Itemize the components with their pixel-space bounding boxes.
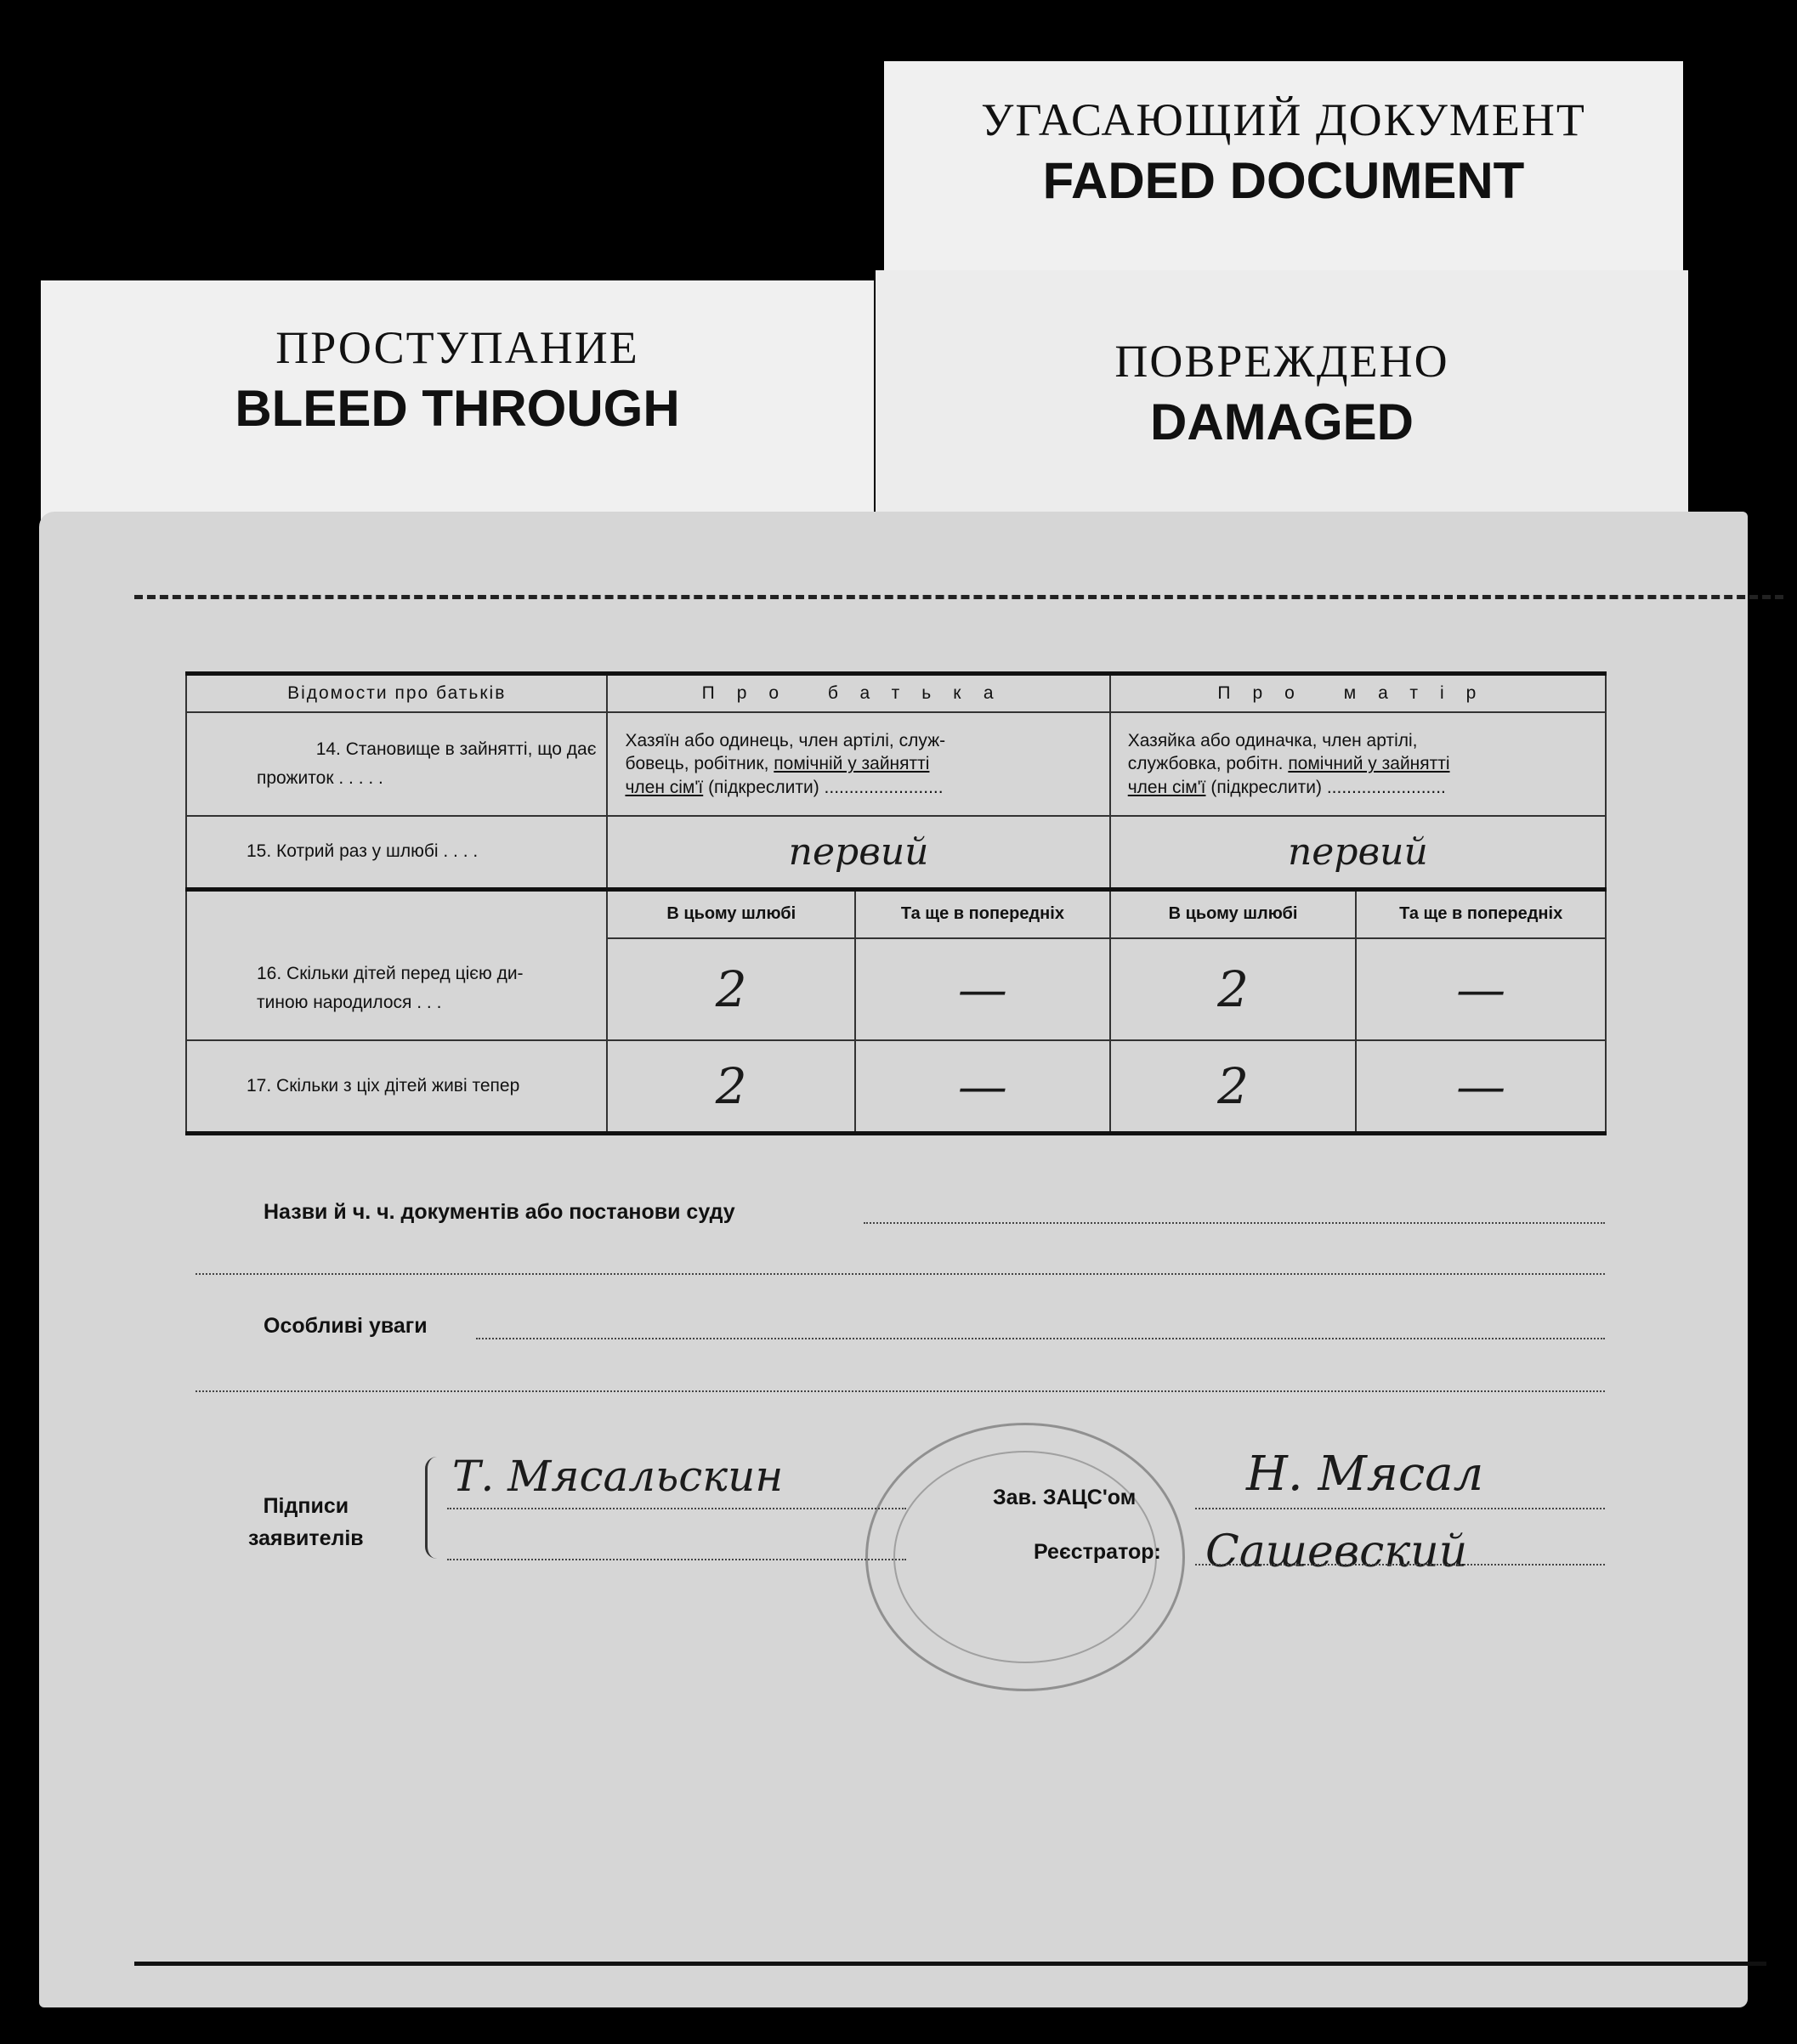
row16-label-line1: 16. Скільки дітей перед цією ди-	[257, 964, 524, 984]
head-label: Зав. ЗАЦС'ом	[993, 1486, 1137, 1509]
row17-mother-prev: —	[1356, 1040, 1606, 1134]
applicant-signature: Т. Мясальскин	[452, 1452, 784, 1501]
faded-document-label	[884, 61, 1683, 274]
row14-label	[186, 712, 607, 816]
bottom-rule	[134, 1962, 1766, 1966]
row14-father-underlined: помічній у зайнятті	[774, 754, 930, 774]
registrar-sig-line	[1195, 1564, 1605, 1566]
signatures-label-line1: Підписи	[263, 1494, 349, 1518]
row16-label-spacer	[186, 889, 607, 938]
row14-mother-line2	[1128, 752, 1588, 775]
row14-label-line2-text: прожиток	[257, 768, 334, 788]
bleed-label-ru: ПРОСТУПАНИЕ	[275, 322, 639, 373]
signatures-label-line2: заявителів	[248, 1526, 364, 1550]
row16-label	[186, 938, 607, 1040]
head-sig-line	[1195, 1508, 1605, 1509]
applicant-sig-line-1	[447, 1508, 906, 1509]
row14-father-line3: член сім'ї (підкреслити) ........................	[625, 777, 944, 797]
bleed-through-label	[41, 280, 874, 535]
row14-mother-underlined: помічний у зайнятті	[1288, 754, 1450, 774]
faded-label-ru: УГАСАЮЩИЙ ДОКУМЕНТ	[981, 94, 1586, 145]
father-this-marriage-header: В цьому шлюбі	[607, 889, 855, 938]
signatures-brace	[425, 1457, 443, 1559]
row17-father-prev: —	[855, 1040, 1110, 1134]
damaged-label-en: DAMAGED	[1150, 394, 1414, 450]
registration-form-page	[39, 512, 1748, 2007]
row16-mother-this: 2	[1110, 938, 1357, 1040]
documents-line-1	[864, 1222, 1605, 1224]
row14-mother-line1: Хазяйка або одиначка, член артілі,	[1127, 731, 1418, 751]
row14-father-text2: бовець, робітник,	[625, 754, 774, 774]
head-signature: Н. Мясал	[1246, 1447, 1484, 1502]
row16-label-line2: тиною народилося . . .	[257, 993, 442, 1012]
header-father: Про батька	[607, 674, 1109, 713]
mother-previous-header: Та ще в попередніх	[1356, 889, 1606, 938]
row15-label-text: 15. Котрий раз у шлюбі	[247, 841, 439, 862]
row14-father-text3: член сім'ї	[625, 777, 704, 797]
documents-label: Назви й ч. ч. документів або постанови суду	[264, 1200, 735, 1224]
row16-father-this: 2	[607, 938, 855, 1040]
damaged-label-ru: ПОВРЕЖДЕНО	[1114, 336, 1449, 387]
damaged-label	[876, 270, 1688, 525]
row14-mother-line3: член сім'ї (підкреслити) ........................	[1127, 777, 1446, 797]
row17-mother-this: 2	[1110, 1040, 1357, 1134]
row15-father-value: первий	[607, 816, 1109, 889]
registrar-label: Реєстратор:	[1034, 1540, 1161, 1564]
parents-info-table	[185, 671, 1607, 1135]
faded-label-en: FADED DOCUMENT	[1042, 152, 1525, 209]
header-mother: Про матір	[1110, 674, 1606, 713]
row14-mother-text3: член сім'ї	[1127, 777, 1206, 797]
row16-mother-prev: —	[1356, 938, 1606, 1040]
signatures-label	[248, 1491, 364, 1554]
row14-father-text4: (підкреслити)	[708, 777, 819, 797]
father-previous-header: Та ще в попередніх	[855, 889, 1110, 938]
row17-father-this: 2	[607, 1040, 855, 1134]
row14-father-options	[607, 712, 1109, 816]
row14-mother-text4: (підкреслити)	[1210, 777, 1322, 797]
bleed-label-en: BLEED THROUGH	[235, 380, 680, 437]
row14-label-line1: 14. Становище в зайнятті, що дає	[315, 739, 597, 760]
row14-mother-text2: службовка, робітн.	[1127, 754, 1289, 774]
perforation-line	[134, 595, 1783, 599]
documents-line-2	[196, 1273, 1605, 1275]
notes-line-2	[196, 1390, 1605, 1392]
row15-mother-value: первий	[1110, 816, 1606, 889]
row16-father-prev: —	[855, 938, 1110, 1040]
notes-line-1	[476, 1338, 1605, 1339]
row14-label-line2: прожиток . . . . .	[257, 768, 383, 788]
row17-label: 17. Скільки з ціх дітей живі тепер	[186, 1040, 607, 1134]
mother-this-marriage-header: В цьому шлюбі	[1110, 889, 1357, 938]
registrar-signature: Сашевский	[1205, 1526, 1468, 1577]
row15-label: 15. Котрий раз у шлюбі . . . .	[186, 816, 607, 889]
applicant-sig-line-2	[447, 1559, 906, 1560]
notes-label: Особливі уваги	[264, 1314, 428, 1338]
row16-label-line2-text: тиною народилося	[257, 993, 412, 1012]
header-info: Відомости про батьків	[186, 674, 607, 713]
row14-father-line1: Хазяїн або одинець, член артілі, служ-	[625, 731, 946, 751]
row14-mother-options	[1110, 712, 1606, 816]
row14-father-line2	[625, 752, 1091, 775]
